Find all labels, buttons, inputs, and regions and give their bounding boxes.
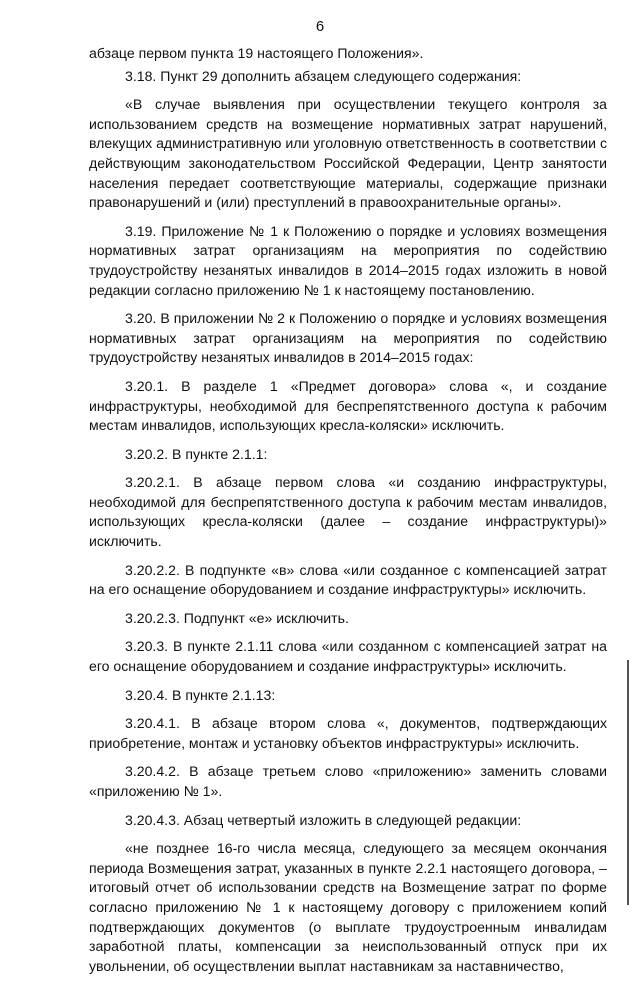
paragraph-3-20-2-2: 3.20.2.2. В подпункте «в» слова «или созданное с компенсацией затрат на его оснащение оборудованием и создание инфраструктуры» исключить. <box>89 561 607 598</box>
paragraph-quote-control: «В случае выявления при осуществлении текущего контроля за использованием средств на возмещение нормативных затрат нарушений, влекущих административную или уголовную ответственность в соответствии с действующим законодательством Российской Федерации, Центр занятости населения передает соответствующие материалы, содержащие признаки правонарушений и (или) преступлений в правоохранительные органы». <box>89 96 607 211</box>
paragraph-3-20-2-1: 3.20.2.1. В абзаце первом слова «и созданию инфраструктуры, необходимой для беспрепятственного доступа к рабочим местам инвалидов, использующих кресла-коляски (далее – создание инфраструктуры)» исключить. <box>89 474 607 550</box>
paragraph-quote-deadline: «не позднее 16-го числа месяца, следующего за месяцем окончания периода Возмещения затрат, указанных в пункте 2.2.1 настоящего договора, – итоговый отчет об использовании средств на Возмещение затрат по форме согласно приложению № 1 к настоящему договору с приложением копий подтверждающих документов (о выплате трудоустроенным инвалидам заработной платы, компенсации за неиспользованный отпуск при их увольнении, об осуществлении выплат наставникам за наставничество, <box>89 840 607 974</box>
paragraph-3-19: 3.19. Приложение № 1 к Положению о порядке и условиях возмещения нормативных затрат организациям на мероприятия по содействию трудоустройству незанятых инвалидов в 2014–2015 годах изложить в новой редакции согласно приложению № 1 к настоящему постановлению. <box>89 222 607 298</box>
paragraph-3-20-4-1: 3.20.4.1. В абзаце втором слова «, документов, подтверждающих приобретение, монтаж и установку объектов инфраструктуры» исключить. <box>89 715 607 751</box>
paragraph-3-18: 3.18. Пункт 29 дополнить абзацем следующего содержания: <box>125 67 522 84</box>
scan-edge-line <box>627 660 629 905</box>
paragraph-3-20-4: 3.20.4. В пункте 2.1.13: <box>125 686 276 703</box>
paragraph-3-20-4-2: 3.20.4.2. В абзаце третьем слово «приложению» заменить словами «приложению № 1». <box>89 763 607 799</box>
page-number: 6 <box>315 18 325 35</box>
paragraph-3-20-2: 3.20.2. В пункте 2.1.1: <box>125 445 268 462</box>
paragraph-3-20: 3.20. В приложении № 2 к Положению о порядке и условиях возмещения нормативных затрат организациям на мероприятия по содействию трудоустройству незанятых инвалидов в 2014–2015 годах: <box>89 310 607 366</box>
paragraph-continuation: абзаце первом пункта 19 настоящего Положения». <box>89 45 424 61</box>
paragraph-3-20-4-3: 3.20.4.3. Абзац четвертый изложить в следующей редакции: <box>125 811 522 828</box>
paragraph-3-20-2-3: 3.20.2.3. Подпункт «е» исключить. <box>125 609 349 626</box>
document-body <box>89 44 607 985</box>
paragraph-3-20-1: 3.20.1. В разделе 1 «Предмет договора» слова «, и создание инфраструктуры, необходимой для беспрепятственного доступа к рабочим местам инвалидов, использующих кресла-коляски» исключить. <box>89 377 607 434</box>
paragraph-3-20-3: 3.20.3. В пункте 2.1.11 слова «или созданном с компенсацией затрат на его оснащение оборудованием и создание инфраструктуры» исключить. <box>89 638 607 675</box>
